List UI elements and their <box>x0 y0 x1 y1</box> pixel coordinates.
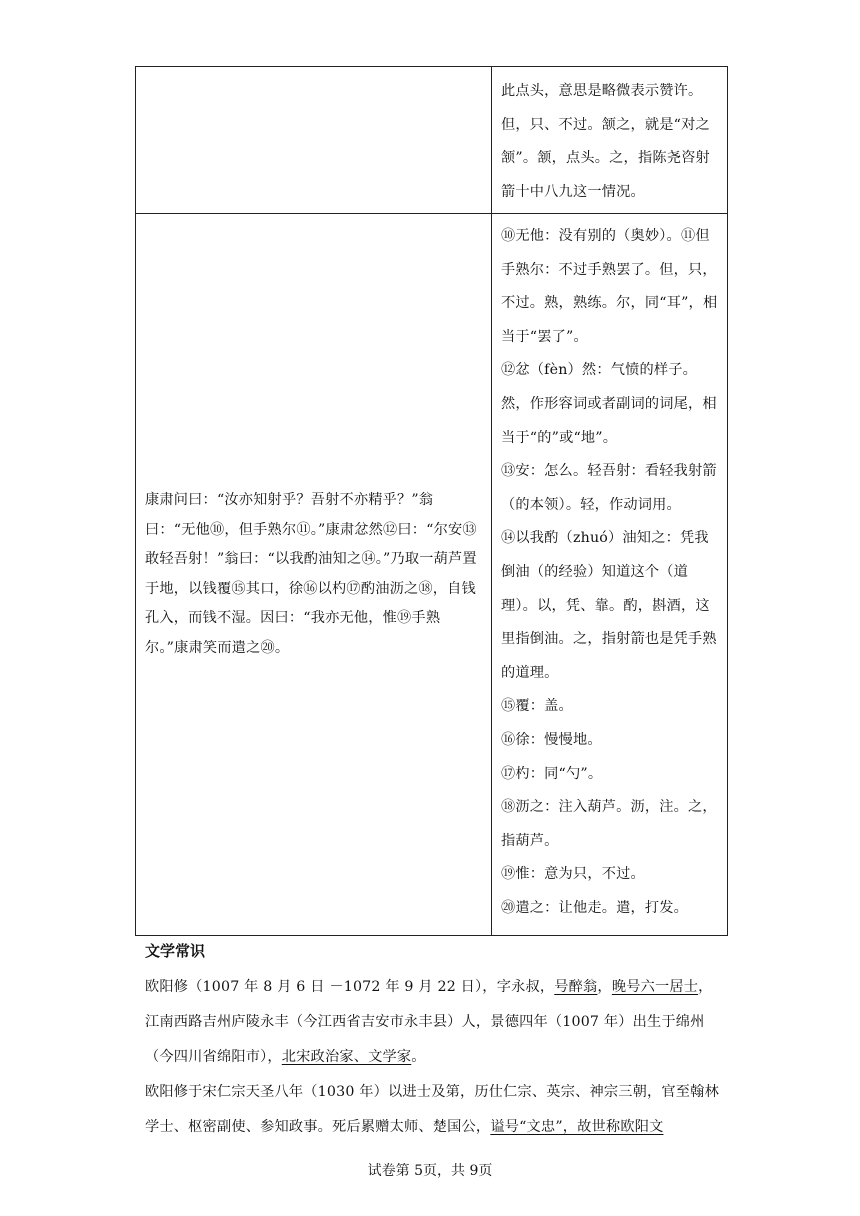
paragraph <box>145 1075 719 1145</box>
note-item: ⑩无他：没有别的（奥妙）。⑪但手熟尔：不过手熟罢了。但，只，不过。熟，熟练。尔，同“耳”，相当于“罢了”。 <box>501 228 718 345</box>
note-item: ⑰杓：同“勺”。 <box>501 765 603 782</box>
note-item: ⑬安：怎么。轻吾射：看轻我射箭（的本领）。轻，作动词用。 <box>501 463 717 513</box>
notes-cell <box>492 67 728 214</box>
original-text: 康肃问曰：“汝亦知射乎？吾射不亦精乎？”翁曰：“无他⑩，但手熟尔⑪。”康肃忿然⑫曰：“尔安⑬敢轻吾射！”翁曰：“以我酌油知之⑭。”乃取一葫芦置于地，以钱覆⑮其口，徐⑯以杓⑰酌油沥之⑱，自钱孔入，而钱不湿。因曰：“我亦无他，惟⑲手熟尔。”康肃笑而遣之⑳。 <box>145 492 477 656</box>
section-body <box>145 970 719 1145</box>
note-item: ⑲惟：意为只，不过。 <box>501 866 645 883</box>
annotation-table <box>135 66 728 936</box>
underlined-text: 北宋政治家、文学家 <box>281 1049 412 1065</box>
text-run: ，江南西路吉州庐陵永丰（今江西省吉安市永丰县）人，景德四年（1007 年）出生于绵州（今四川省绵阳市）， <box>145 979 713 1065</box>
note-item: ⑳遣之：让他走。遣，打发。 <box>501 899 689 916</box>
notes-cell <box>492 214 728 936</box>
page-footer: 试卷第 5页，共 9页 <box>367 1163 493 1179</box>
original-text-cell <box>136 214 492 936</box>
underlined-text: 号醉翁 <box>554 979 598 995</box>
table-row <box>136 214 728 936</box>
text-run: 欧阳修（1007 年 8 月 6 日 －1072 年 9 月 22 日），字永叔， <box>145 979 555 995</box>
note-item: 此点头，意思是略微表示赞许。但，只、不过。颔之，就是“对之颔”。颔，点头。之，指陈尧咨射箭十中八九这一情况。 <box>501 83 710 200</box>
paragraph <box>145 970 719 1075</box>
note-item: ⑫忿（fèn）然：气愤的样子。然，作形容词或者副词的词尾，相当于“的”或“地”。 <box>501 362 717 446</box>
underlined-text: 谥号“文忠”，故世称欧阳文 <box>490 1119 664 1135</box>
note-item: ⑱沥之：注入葫芦。沥，注。之，指葫芦。 <box>501 799 717 849</box>
underlined-text: 晚号六一居士 <box>611 979 699 995</box>
note-item: ⑭以我酌（zhuó）油知之：凭我倒油（的经验）知道这个（道理）。以，凭、靠。酌，斟酒，这里指倒油。之，指射箭也是凭手熟的道理。 <box>501 530 717 681</box>
note-item: ⑯徐：慢慢地。 <box>501 731 602 748</box>
text-run: ， <box>597 979 612 995</box>
original-text-cell <box>136 67 492 214</box>
note-item: ⑮覆：盖。 <box>501 698 573 715</box>
text-run: 欧阳修于宋仁宗天圣八年（1030 年）以进士及第，历仕仁宗、英宗、神宗三朝，官至翰林学士、枢密副使、参知政事。死后累赠太师、楚国公， <box>145 1084 719 1135</box>
table-row <box>136 67 728 214</box>
section-title: 文学常识 <box>145 942 206 960</box>
text-run: 。 <box>411 1049 426 1065</box>
